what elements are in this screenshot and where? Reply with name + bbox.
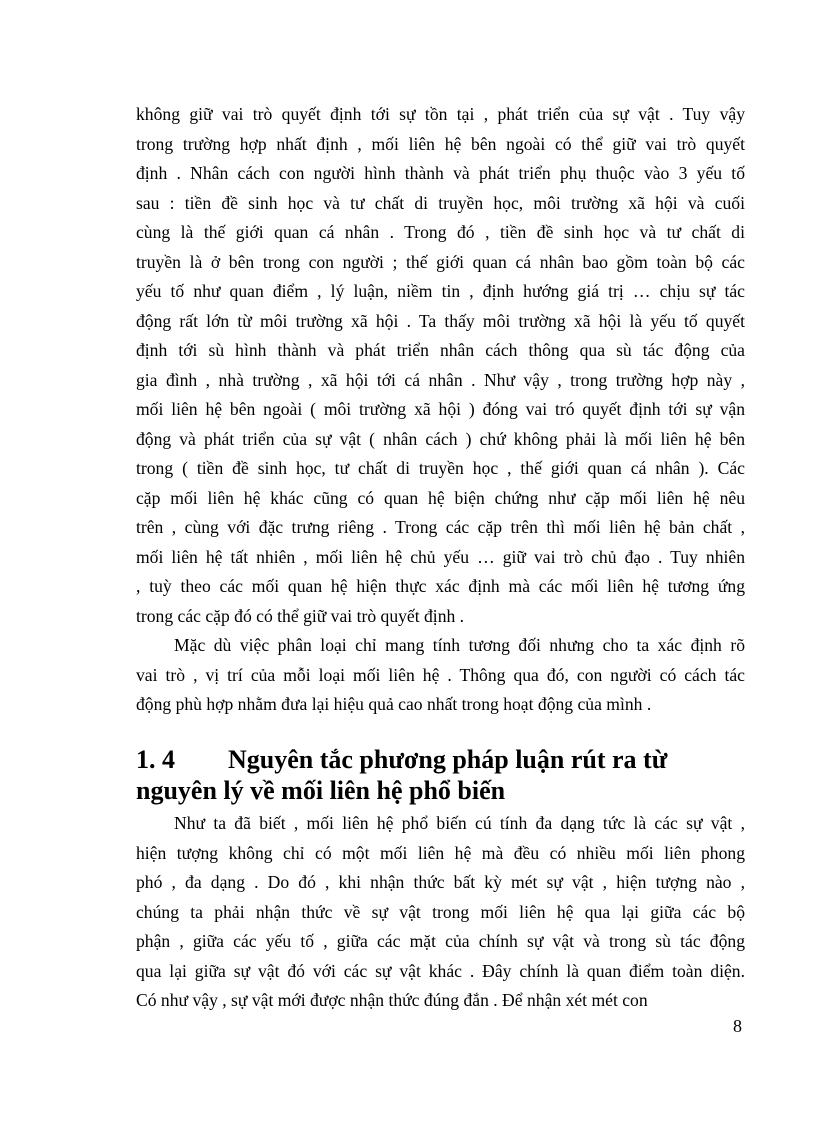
paragraph-1-line: trong ( tiền đề sinh học, tư chất di truyền học , thế giới quan cá nhân ). Các [136, 458, 745, 478]
paragraph-3-line: chúng ta phải nhận thức về sự vật trong mối liên hệ qua lại giữa các bộ [136, 902, 745, 922]
section-heading [136, 745, 745, 775]
paragraph-1-line: không giữ vai trò quyết định tới sự tồn tại , phát triển của sự vật . Tuy vậy [136, 104, 745, 124]
section-title-line-1: Nguyên tắc phương pháp luận rút ra từ [228, 745, 668, 774]
paragraph-3-line: Như ta đã biết , mối liên hệ phổ biến cú tính đa dạng tức là các sự vật , [174, 813, 745, 833]
section-heading-line-2: nguyên lý về mối liên hệ phổ biến [136, 776, 506, 805]
paragraph-1-line: cặp mối liên hệ khác cũng có quan hệ biện chứng như cặp mối liên hệ nêu [136, 488, 745, 508]
paragraph-1-line: yếu tố như quan điểm , lý luận, niềm tin , định hướng giá trị … chịu sự tác [136, 281, 745, 301]
paragraph-1-line: động và phát triển của sự vật ( nhân cách ) chứ không phải là mối liên hệ bên [136, 429, 745, 449]
paragraph-2-line: vai trò , vị trí của mỗi loại mối liên hệ . Thông qua đó, con người có cách tác [136, 665, 745, 685]
paragraph-3-line: phận , giữa các yếu tố , giữa các mặt của chính sự vật và trong sù tác động [136, 931, 745, 951]
paragraph-1-line: mối liên hệ bên ngoài ( môi trường xã hội ) đóng vai tró quyết định tới sự vận [136, 399, 745, 419]
paragraph-1-line: định . Nhân cách con người hình thành và phát triển phụ thuộc vào 3 yếu tố [136, 163, 745, 183]
paragraph-1-line: truyền là ở bên trong con người ; thế giới quan cá nhân bao gồm toàn bộ các [136, 252, 745, 272]
paragraph-2-line: Mặc dù việc phân loại chỉ mang tính tương đối nhưng cho ta xác định rõ [174, 635, 745, 655]
paragraph-3-line: phó , đa dạng . Do đó , khi nhận thức bất kỳ mét sự vật , hiện tượng nào , [136, 872, 745, 892]
paragraph-3-line: hiện tượng không chỉ có một mối liên hệ mà đều có nhiều mối liên phong [136, 843, 745, 863]
paragraph-1-line: trong trường hợp nhất định , mối liên hệ bên ngoài có thể giữ vai trò quyết [136, 134, 745, 154]
paragraph-1-line: , tuỳ theo các mối quan hệ hiện thực xác định mà các mối liên hệ tương ứng [136, 576, 745, 596]
paragraph-1-line: động rất lớn từ môi trường xã hội . Ta thấy môi trường xã hội là yếu tố quyết [136, 311, 745, 331]
paragraph-1-line: mối liên hệ tất nhiên , mối liên hệ chủ yếu … giữ vai trò chủ đạo . Tuy nhiên [136, 547, 745, 567]
paragraph-2-line: động phù hợp nhằm đưa lại hiệu quả cao nhất trong hoạt động của mình . [136, 694, 652, 714]
paragraph-1-line: sau : tiền đề sinh học và tư chất di truyền học, môi trường xã hội và cuối [136, 193, 745, 213]
paragraph-1-line: gia đình , nhà trường , xã hội tới cá nhân . Như vậy , trong trường hợp này , [136, 370, 745, 390]
page-number: 8 [733, 1016, 742, 1036]
paragraph-1-line: trên , cùng với đặc trưng riêng . Trong các cặp trên thì mối liên hệ bản chất , [136, 517, 745, 537]
paragraph-3-line: qua lại giữa sự vật đó với các sự vật khác . Đây chính là quan điểm toàn diện. [136, 961, 745, 981]
paragraph-3-line: Có như vậy , sự vật mới được nhận thức đúng đắn . Để nhận xét mét con [136, 990, 648, 1010]
section-number: 1. 4 [136, 745, 175, 774]
paragraph-1-line: định tới sù hình thành và phát triển nhân cách thông qua sù tác động của [136, 340, 745, 360]
paragraph-1-line: cùng là thế giới quan cá nhân . Trong đó , tiền đề sinh học và tư chất di [136, 222, 745, 242]
paragraph-1-line: trong các cặp đó có thể giữ vai trò quyết định . [136, 606, 465, 626]
